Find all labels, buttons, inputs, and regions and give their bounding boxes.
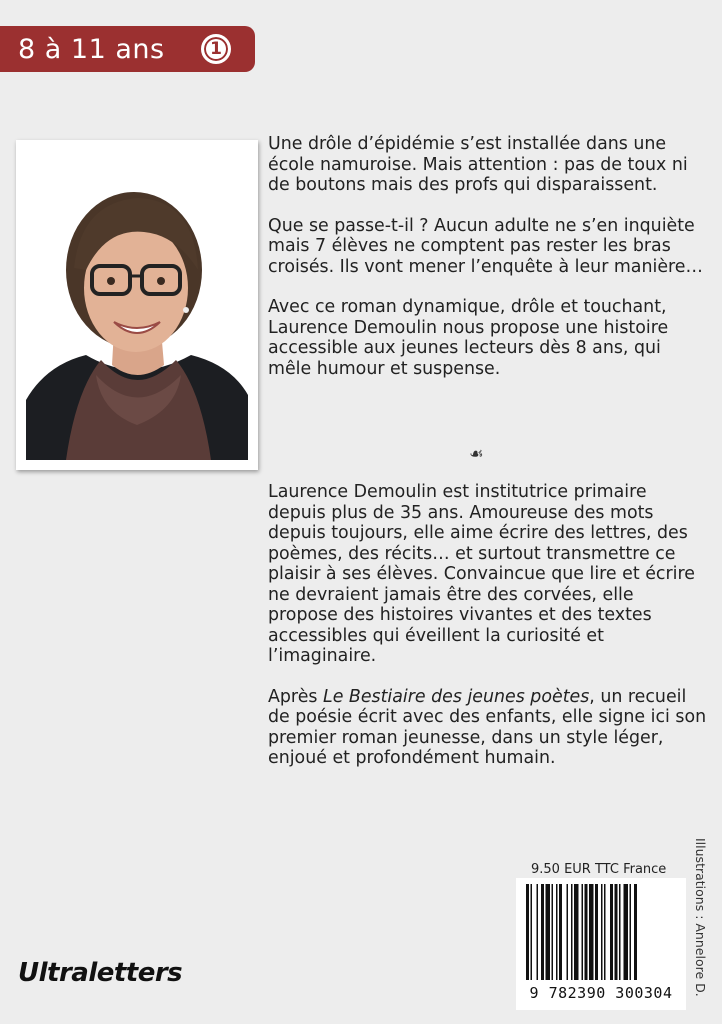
author-photo: [26, 150, 248, 460]
bio-p2-suffix: , un recueil de poésie écrit avec des enfants, elle signe ici son premier roman jeunesse, dans un style léger, enjoué et profondément humain.: [268, 686, 707, 768]
author-photo-frame: [16, 140, 258, 470]
illustrations-credit: Illustrations : Annelore D.: [693, 838, 708, 997]
synopsis-text: [268, 134, 708, 399]
ornament-icon: ☙: [469, 444, 484, 463]
synopsis-paragraph-1: Une drôle d’épidémie s’est installée dans une école namuroise. Mais attention : pas de toux ni de boutons mais des profs qui disparaissent.: [268, 134, 688, 195]
price-label: 9.50 EUR TTC France: [531, 862, 667, 877]
bio-paragraph-2: [268, 687, 708, 769]
synopsis-paragraph-2: Que se passe-t-il ? Aucun adulte ne s’en inquiète mais 7 élèves ne comptent pas rester les bras croisés. Ils vont mener l’enquête à leur manière…: [268, 215, 703, 277]
level-badge: 1: [201, 34, 231, 64]
bio-paragraph-1: Laurence Demoulin est institutrice primaire depuis plus de 35 ans. Amoureuse des mots depuis toujours, elle aime écrire des lettres, des poèmes, des récits… et surtout transmettre ce plaisir à ses élèves. Convaincue que lire et écrire ne devraient jamais être des corvées, elle propose des histoires vivantes et des textes accessibles qui éveillent la curiosité et l’imaginaire.: [268, 482, 695, 666]
barcode-bars: [516, 878, 686, 984]
isbn-barcode: [516, 878, 686, 1010]
book-title: Le Bestiaire des jeunes poètes: [323, 686, 590, 707]
bio-p2-prefix: Après: [268, 686, 323, 707]
age-banner: [0, 26, 255, 72]
synopsis-paragraph-3: Avec ce roman dynamique, drôle et touchant, Laurence Demoulin nous propose une histoire accessible aux jeunes lecteurs dès 8 ans, qui mêle humour et suspense.: [268, 297, 669, 379]
author-bio: [268, 482, 708, 789]
isbn-number: 9 782390 300304: [529, 984, 673, 1002]
publisher-logo: Ultraletters: [18, 958, 183, 988]
age-label: 8 à 11 ans: [18, 33, 165, 65]
